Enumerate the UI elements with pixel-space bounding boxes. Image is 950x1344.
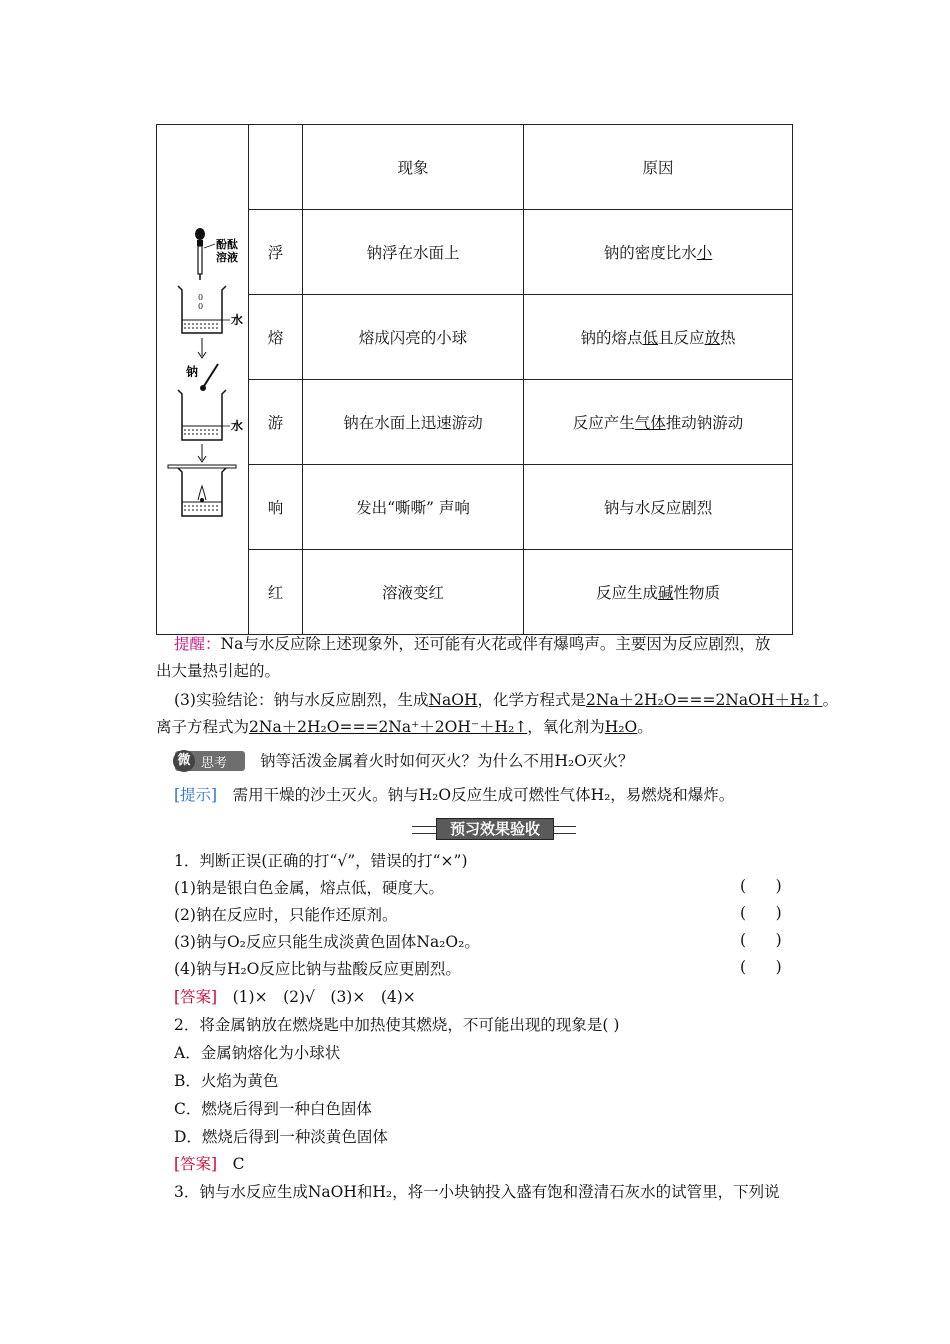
q1-item: (4)钠与H₂O反应比钠与盐酸反应更剧烈。 — [174, 960, 461, 978]
table-row — [157, 210, 793, 295]
svg-text:溶液: 溶液 — [215, 250, 238, 264]
q1-answer: [答案] (1)× (2)√ (3)× (4)× — [174, 988, 416, 1006]
experiment-figure-cell — [157, 125, 249, 635]
section-title: 预习效果验收 — [436, 818, 554, 840]
row-phenomenon: 溶液变红 — [303, 550, 524, 635]
think-badge: 微 思考 — [175, 751, 245, 771]
row-key: 浮 — [249, 210, 303, 295]
conclusion-line-1: (3)实验结论：钠与水反应剧烈，生成NaOH，化学方程式是2Na＋2H₂O===2NaOH＋H₂↑。 — [174, 691, 839, 709]
row-reason: 钠的密度比水小 — [524, 210, 793, 295]
q2-answer: [答案] C — [174, 1155, 245, 1173]
q2-option: C．燃烧后得到一种白色固体 — [174, 1100, 372, 1118]
table-row — [157, 465, 793, 550]
svg-text:0: 0 — [197, 301, 203, 311]
row-phenomenon: 发出“嘶嘶” 声响 — [303, 465, 524, 550]
header-reason: 原因 — [524, 125, 793, 210]
beaker-3-icon — [168, 465, 236, 516]
dropper-icon — [195, 228, 205, 280]
sodium-label: 钠 — [185, 364, 198, 379]
q1-stem: 1．判断正误(正确的打“√”，错误的打“×”) — [174, 852, 468, 870]
row-key: 游 — [249, 380, 303, 465]
conclusion-line-2: 离子方程式为2Na＋2H₂O===2Na⁺＋2OH⁻＋H₂↑，氧化剂为H₂O。 — [156, 718, 653, 736]
chemical-equation: 2Na＋2H₂O===2NaOH＋H₂↑ — [586, 691, 823, 709]
sodium-water-apparatus-figure — [158, 228, 248, 528]
row-phenomenon: 钠在水面上迅速游动 — [303, 380, 524, 465]
row-phenomenon: 钠浮在水面上 — [303, 210, 524, 295]
row-reason: 钠与水反应剧烈 — [524, 465, 793, 550]
answer-blank: ( ) — [740, 877, 782, 895]
ionic-equation: 2Na＋2H₂O===2Na⁺＋2OH⁻＋H₂↑ — [249, 718, 528, 736]
table-header-row — [157, 125, 793, 210]
q2-option: B．火焰为黄色 — [174, 1072, 279, 1090]
answer-label: [答案] — [174, 1155, 218, 1173]
svg-text:水: 水 — [230, 418, 243, 433]
table-row — [157, 380, 793, 465]
beaker-2-icon — [178, 390, 230, 440]
row-key: 熔 — [249, 295, 303, 380]
tip-line-1: 提醒：Na与水反应除上述现象外，还可能有火花或伴有爆鸣声。主要因为反应剧烈，放 — [174, 635, 771, 653]
row-phenomenon: 熔成闪亮的小球 — [303, 295, 524, 380]
think-question: 钠等活泼金属着火时如何灭火？为什么不用H₂O灭火？ — [260, 752, 634, 770]
row-key: 响 — [249, 465, 303, 550]
answer-blank: ( ) — [740, 931, 782, 949]
table-row — [157, 295, 793, 380]
q1-item: (1)钠是银白色金属，熔点低，硬度大。 — [174, 879, 444, 897]
tip-label: 提醒： — [174, 635, 221, 653]
section-banner — [412, 818, 576, 840]
answer-label: [答案] — [174, 988, 218, 1006]
header-phenomenon: 现象 — [303, 125, 524, 210]
q2-stem: 2．将金属钠放在燃烧匙中加热使其燃烧，不可能出现的现象是( ) — [174, 1016, 620, 1034]
beaker-1-icon — [178, 286, 230, 333]
q1-item: (3)钠与O₂反应只能生成淡黄色固体Na₂O₂。 — [174, 933, 480, 951]
row-reason: 钠的熔点低且反应放热 — [524, 295, 793, 380]
svg-text:水: 水 — [230, 312, 243, 327]
svg-text:0: 0 — [197, 292, 203, 302]
think-hint: [提示] 需用干燥的沙土灭火。钠与H₂O反应生成可燃性气体H₂，易燃烧和爆炸。 — [174, 786, 735, 804]
q1-item: (2)钠在反应时，只能作还原剂。 — [174, 906, 398, 924]
think-icon: 微 — [173, 750, 195, 772]
row-key: 红 — [249, 550, 303, 635]
row-reason: 反应生成碱性物质 — [524, 550, 793, 635]
q2-option: A．金属钠熔化为小球状 — [174, 1044, 341, 1062]
answer-blank: ( ) — [740, 958, 782, 976]
table-row — [157, 550, 793, 635]
experiment-table — [156, 124, 793, 635]
hint-label: [提示] — [174, 786, 218, 804]
answer-blank: ( ) — [740, 904, 782, 922]
row-reason: 反应产生气体推动钠游动 — [524, 380, 793, 465]
indicator-label: 酚酞 — [215, 237, 238, 251]
q3-stem: 3．钠与水反应生成NaOH和H₂，将一小块钠投入盛有饱和澄清石灰水的试管里，下列说 — [174, 1183, 780, 1201]
q2-option: D．燃烧后得到一种淡黄色固体 — [174, 1128, 388, 1146]
header-blank-cell — [249, 125, 303, 210]
tip-line-2: 出大量热引起的。 — [156, 662, 281, 680]
